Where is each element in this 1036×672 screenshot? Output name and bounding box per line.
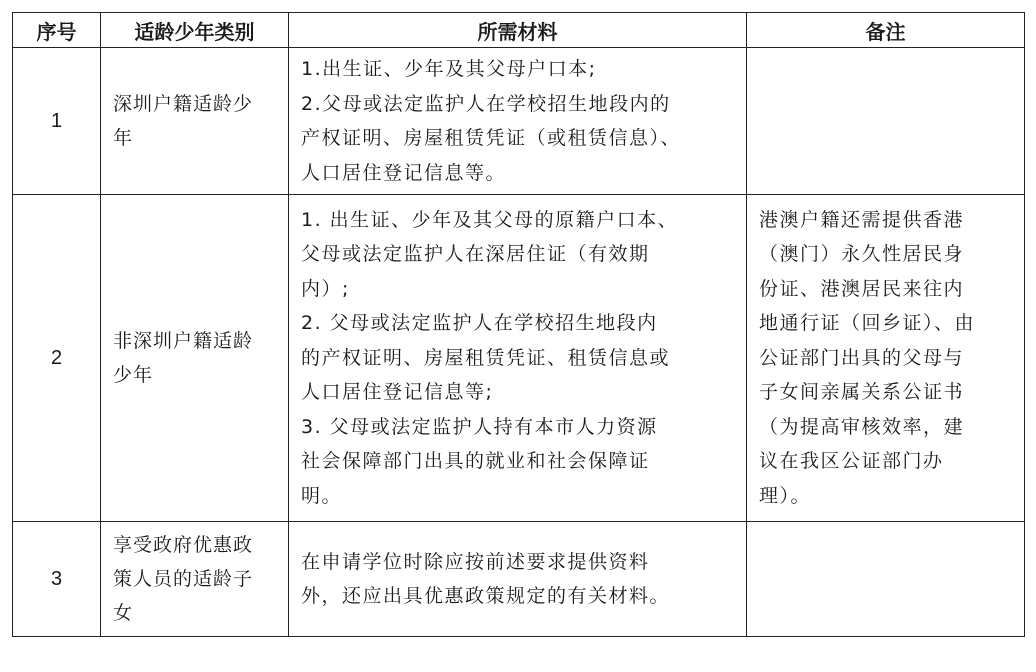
category-line: 少年 xyxy=(113,364,154,386)
material-line: 内）; xyxy=(301,277,350,300)
row-number: 2 xyxy=(13,195,101,522)
row-number: 3 xyxy=(13,522,101,637)
note-line: 议在我区公证部门办 xyxy=(759,450,944,473)
material-line: 1.出生证、少年及其父母户口本; xyxy=(301,58,597,80)
row-number: 1 xyxy=(13,48,101,195)
table-row xyxy=(13,522,1025,637)
material-line: 外，还应出具优惠政策规定的有关材料。 xyxy=(301,585,671,607)
notes-cell xyxy=(747,195,1025,522)
material-line: 人口居住登记信息等; xyxy=(301,381,494,404)
category-cell xyxy=(101,48,289,195)
note-line: 子女间亲属关系公证书 xyxy=(759,381,965,404)
materials-cell xyxy=(289,522,747,637)
note-line: 公证部门出具的父母与 xyxy=(759,346,965,369)
table-row xyxy=(13,48,1025,195)
note-line: 理）。 xyxy=(759,484,812,507)
category-line: 年 xyxy=(113,127,134,149)
category-line: 非深圳户籍适龄 xyxy=(113,330,254,352)
material-line: 在申请学位时除应按前述要求提供资料 xyxy=(301,550,650,573)
category-line: 享受政府优惠政 xyxy=(113,534,254,556)
requirements-table xyxy=(12,12,1025,637)
note-line: （澳门）永久性居民身 xyxy=(759,243,965,266)
table-header-row xyxy=(13,13,1025,48)
material-line: 2. 父母或法定监护人在学校招生地段内 xyxy=(301,312,658,335)
material-line: 父母或法定监护人在深居住证（有效期 xyxy=(301,243,650,266)
note-line: （为提高审核效率，建 xyxy=(759,415,965,438)
materials-cell xyxy=(289,48,747,195)
note-line: 港澳户籍还需提供香港 xyxy=(759,208,965,231)
materials-cell xyxy=(289,195,747,522)
material-line: 人口居住登记信息等。 xyxy=(301,161,507,184)
notes-cell xyxy=(747,522,1025,637)
header-category: 适龄少年类别 xyxy=(101,13,289,48)
document-page xyxy=(12,12,1024,637)
material-line: 1. 出生证、少年及其父母的原籍户口本、 xyxy=(301,208,679,231)
category-line: 深圳户籍适龄少 xyxy=(113,93,254,115)
material-line: 2.父母或法定监护人在学校招生地段内的 xyxy=(301,92,671,115)
header-materials: 所需材料 xyxy=(289,13,747,48)
category-line: 策人员的适龄子 xyxy=(113,568,254,590)
material-line: 社会保障部门出具的就业和社会保障证 xyxy=(301,450,650,473)
category-cell xyxy=(101,195,289,522)
table-row xyxy=(13,195,1025,522)
notes-cell xyxy=(747,48,1025,195)
note-line: 地通行证（回乡证）、由 xyxy=(759,312,976,335)
header-notes: 备注 xyxy=(747,13,1025,48)
category-line: 女 xyxy=(113,602,134,624)
header-no: 序号 xyxy=(13,13,101,48)
material-line: 产权证明、房屋租赁凭证（或租赁信息）、 xyxy=(301,127,682,149)
material-line: 3. 父母或法定监护人持有本市人力资源 xyxy=(301,415,658,438)
material-line: 的产权证明、房屋租赁凭证、租赁信息或 xyxy=(301,346,671,369)
category-cell xyxy=(101,522,289,637)
material-line: 明。 xyxy=(301,484,343,507)
note-line: 份证、港澳居民来往内 xyxy=(759,277,965,300)
